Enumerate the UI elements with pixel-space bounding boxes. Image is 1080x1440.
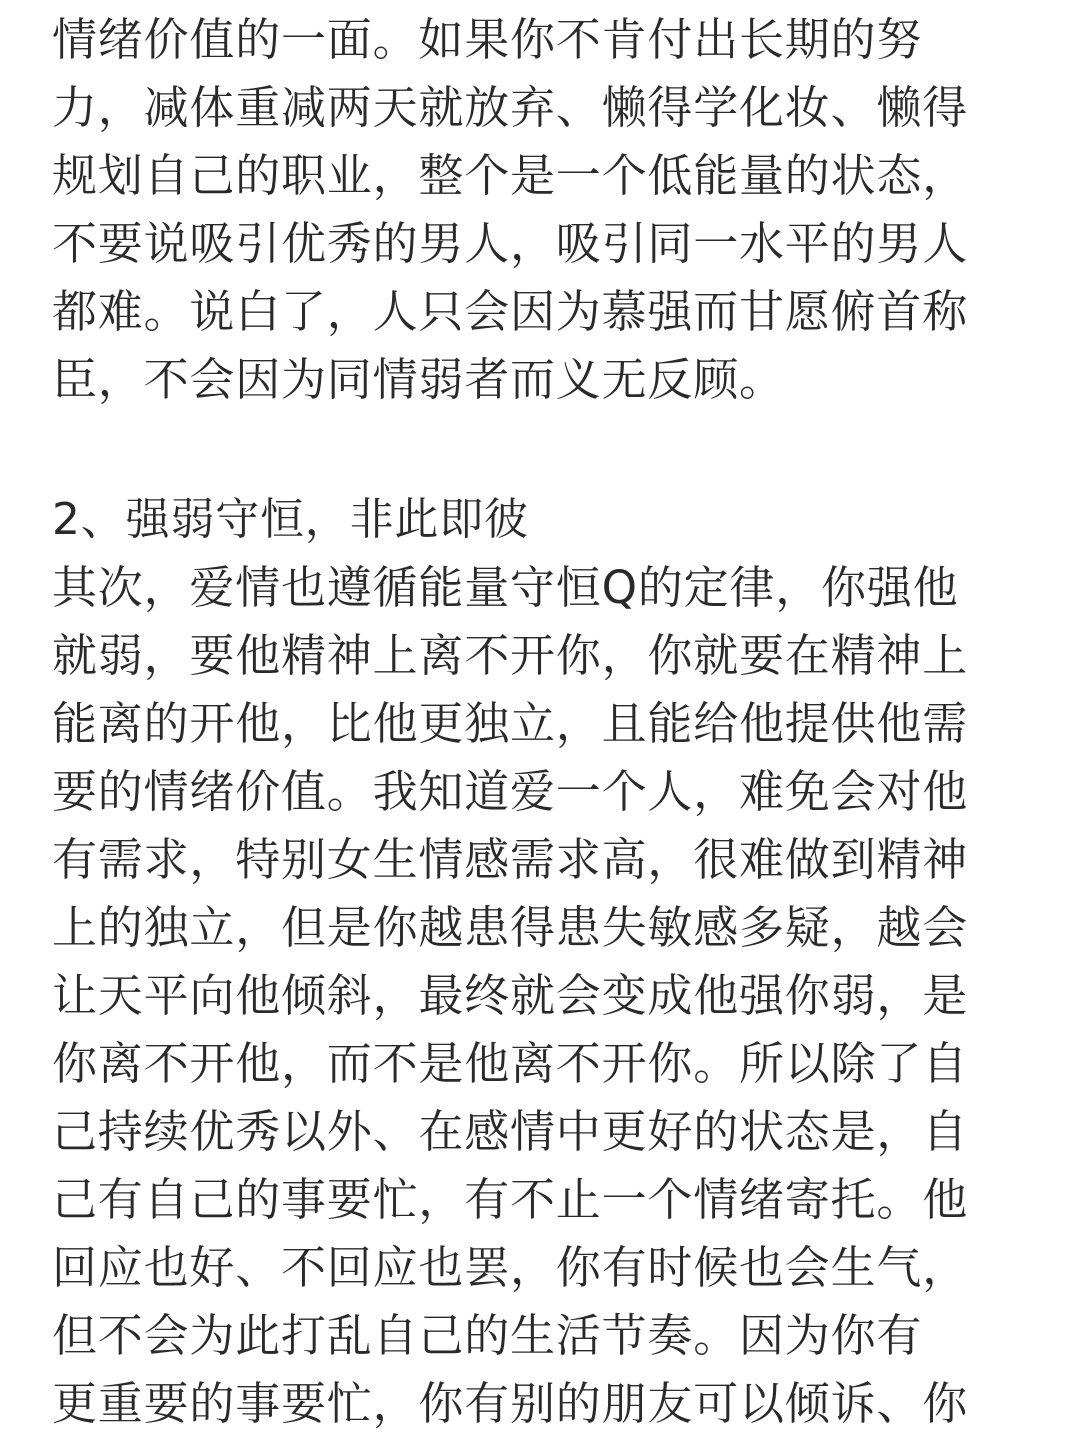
section-2-line-3: 能离的开他，比他更独立，且能给他提供他需 xyxy=(52,697,969,750)
section-2-line-5: 有需求，特别女生情感需求高，很难做到精神 xyxy=(52,833,969,886)
section-2-line-4: 要的情绪价值。我知道爱一个人，难免会对他 xyxy=(52,765,969,818)
section-2-line-7: 让天平向他倾斜，最终就会变成他强你弱，是 xyxy=(52,969,969,1022)
section-2-line-6: 上的独立，但是你越患得患失敏感多疑，越会 xyxy=(52,901,969,954)
section-2-line-8: 你离不开他，而不是他离不开你。所以除了自 xyxy=(52,1037,969,1090)
paragraph-1-line-4: 不要说吸引优秀的男人，吸引同一水平的男人 xyxy=(52,217,969,270)
section-2-line-11: 回应也好、不回应也罢，你有时候也会生气， xyxy=(52,1241,969,1294)
section-2-line-13: 更重要的事要忙，你有别的朋友可以倾诉、你 xyxy=(52,1377,969,1430)
paragraph-1-line-6: 臣，不会因为同情弱者而义无反顾。 xyxy=(52,353,785,406)
paragraph-1-line-5: 都难。说白了，人只会因为慕强而甘愿俯首称 xyxy=(52,285,969,338)
paragraph-1-line-3: 规划自己的职业，整个是一个低能量的状态， xyxy=(52,149,969,202)
paragraph-1-line-1: 情绪价值的一面。如果你不肯付出长期的努 xyxy=(52,13,923,66)
section-2-line-12: 但不会为此打乱自己的生活节奏。因为你有 xyxy=(52,1309,923,1362)
section-2-line-10: 己有自己的事要忙，有不止一个情绪寄托。他 xyxy=(52,1173,969,1226)
section-2-line-2: 就弱，要他精神上离不开你，你就要在精神上 xyxy=(52,629,969,682)
section-2-line-9: 己持续优秀以外、在感情中更好的状态是，自 xyxy=(52,1105,969,1158)
section-2-heading: 2、强弱守恒，非此即彼 xyxy=(52,494,529,545)
section-2-line-1: 其次，爱情也遵循能量守恒Q的定律，你强他 xyxy=(52,561,959,614)
paragraph-1-line-2: 力，减体重减两天就放弃、懒得学化妆、懒得 xyxy=(52,81,969,134)
